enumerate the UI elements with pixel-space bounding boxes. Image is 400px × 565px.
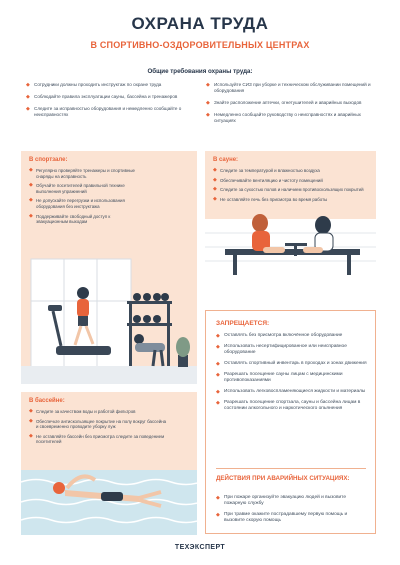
list-item: ◆ Не допускайте перегрузки и использования оборудования без инструктажа [29,197,125,209]
arrow-bullet-icon: ◆ [26,82,30,88]
page-title: ОХРАНА ТРУДА [131,14,269,33]
bullet-icon: ◆ [29,432,33,439]
bullet-icon: ◆ [213,167,217,173]
bullet-icon: ◆ [216,333,220,339]
list-item: ◆ Оставлять спортивный инвентарь в проходах и зонах движения [216,361,367,367]
forbidden-list [216,333,368,417]
general-item: ◆ Немедленно сообщайте руководству о неисправностях и аварийных ситуациях [206,112,361,123]
bullet-icon: ◆ [29,197,33,204]
list-item: ◆ Не оставляйте бассейн без присмотра следите за поведением посетителей [29,432,165,445]
list-item: ◆ При травме окажите пострадавшему первую помощь и вызовите скорую помощь [216,512,348,523]
bullet-icon: ◆ [29,408,33,414]
list-item: ◆ Разрешать посещение сауны лицам с медицинскими противопоказаниями [216,372,343,383]
bullet-icon: ◆ [216,495,220,501]
general-right-column [206,82,378,130]
page-subtitle: В СПОРТИВНО-ОЗДОРОВИТЕЛЬНЫХ ЦЕНТРАХ [90,40,310,50]
list-item: ◆ Оставлять без присмотра включённое оборудование [216,333,343,339]
arrow-bullet-icon: ◆ [26,94,30,100]
emergency-heading: ДЕЙСТВИЯ ПРИ АВАРИЙНЫХ СИТУАЦИЯХ: [216,475,350,482]
general-left-column [26,82,198,124]
general-item: ◆ Следите за исправностью оборудования и немедленно сообщайте о неисправностях [26,106,182,117]
bullet-icon: ◆ [216,389,220,395]
pool-panel [21,392,197,535]
emergency-list [216,495,368,529]
pool-illustration [21,392,197,535]
bullet-icon: ◆ [29,167,33,173]
arrow-bullet-icon: ◆ [206,100,210,106]
arrow-bullet-icon: ◆ [206,112,210,118]
bullet-icon: ◆ [216,361,220,367]
bullet-icon: ◆ [216,512,220,518]
sauna-heading: В сауне: [213,157,239,163]
bullet-icon: ◆ [213,195,217,202]
list-item: ◆ При пожаре организуйте эвакуацию людей и вызовите пожарную службу [216,495,346,506]
forbidden-heading: ЗАПРЕЩАЕТСЯ: [216,320,270,327]
sauna-illustration [205,151,376,281]
brand-logo: ТЕХЭКСПЕРТ [174,544,226,551]
general-item: ◆ Сотрудники должны проходить инструктаж по охране труда [26,82,162,88]
bullet-icon: ◆ [29,212,33,219]
arrow-bullet-icon: ◆ [26,106,30,112]
gym-panel [21,151,197,384]
bullet-icon: ◆ [29,417,33,424]
bullet-icon: ◆ [216,372,220,378]
general-item: ◆ Знайте расположение аптечки, огнетушителей и аварийных выходов [206,100,362,106]
sauna-panel [205,151,376,281]
list-item: ◆ Регулярно проверяйте тренажеры и спортивные снаряды на исправность [29,167,135,179]
list-item: ◆ Использовать несертифицированное или неисправное оборудование [216,344,347,355]
bullet-icon: ◆ [213,176,217,183]
divider [216,468,366,469]
list-item: ◆ Не оставляйте печь без присмотра во время работы [213,195,328,202]
bullet-icon: ◆ [216,400,220,406]
list-item: ◆ Разрешать посещение спортзала, сауны и бассейна лицам в состоянии алкогольного и наркотического опьянения [216,400,361,411]
gym-illustration [21,151,197,384]
bullet-icon: ◆ [29,182,33,189]
list-item: ◆ Обеспечивайте вентиляцию и чистоту помещений [213,176,323,183]
general-item: ◆ Используйте СИЗ при уборке и техническом обслуживании помещений и оборудования [206,82,371,93]
list-item: ◆ Поддерживайте свободный доступ к эвакуационным выходам [29,212,111,225]
list-item: ◆ Следите за качеством воды и работой фильтров [29,408,136,414]
list-item: ◆ Обучайте посетителей правильной технике выполнения упражнений [29,182,125,194]
bullet-icon: ◆ [213,186,217,193]
list-item: ◆ Следите за температурой и влажностью воздуха [213,167,320,173]
general-item: ◆ Соблюдайте правила эксплуатации сауны, бассейна и тренажеров [26,94,178,100]
list-item: ◆ Обеспечьте антискользящее покрытие на полу вокруг бассейна и своевременно проводите уборку луж [29,417,167,430]
pool-heading: В бассейне: [29,398,65,404]
bullet-icon: ◆ [216,344,220,350]
list-item: ◆ Использовать легковоспламеняющиеся жидкости и материалы [216,389,366,395]
forbidden-box [205,310,376,534]
general-title: Общие требования охраны труда: [147,68,253,75]
gym-heading: В спортзале: [29,157,68,163]
list-item: ◆ Следите за сухостью полов и наличием противоскользящих покрытий [213,186,364,193]
arrow-bullet-icon: ◆ [206,82,210,88]
